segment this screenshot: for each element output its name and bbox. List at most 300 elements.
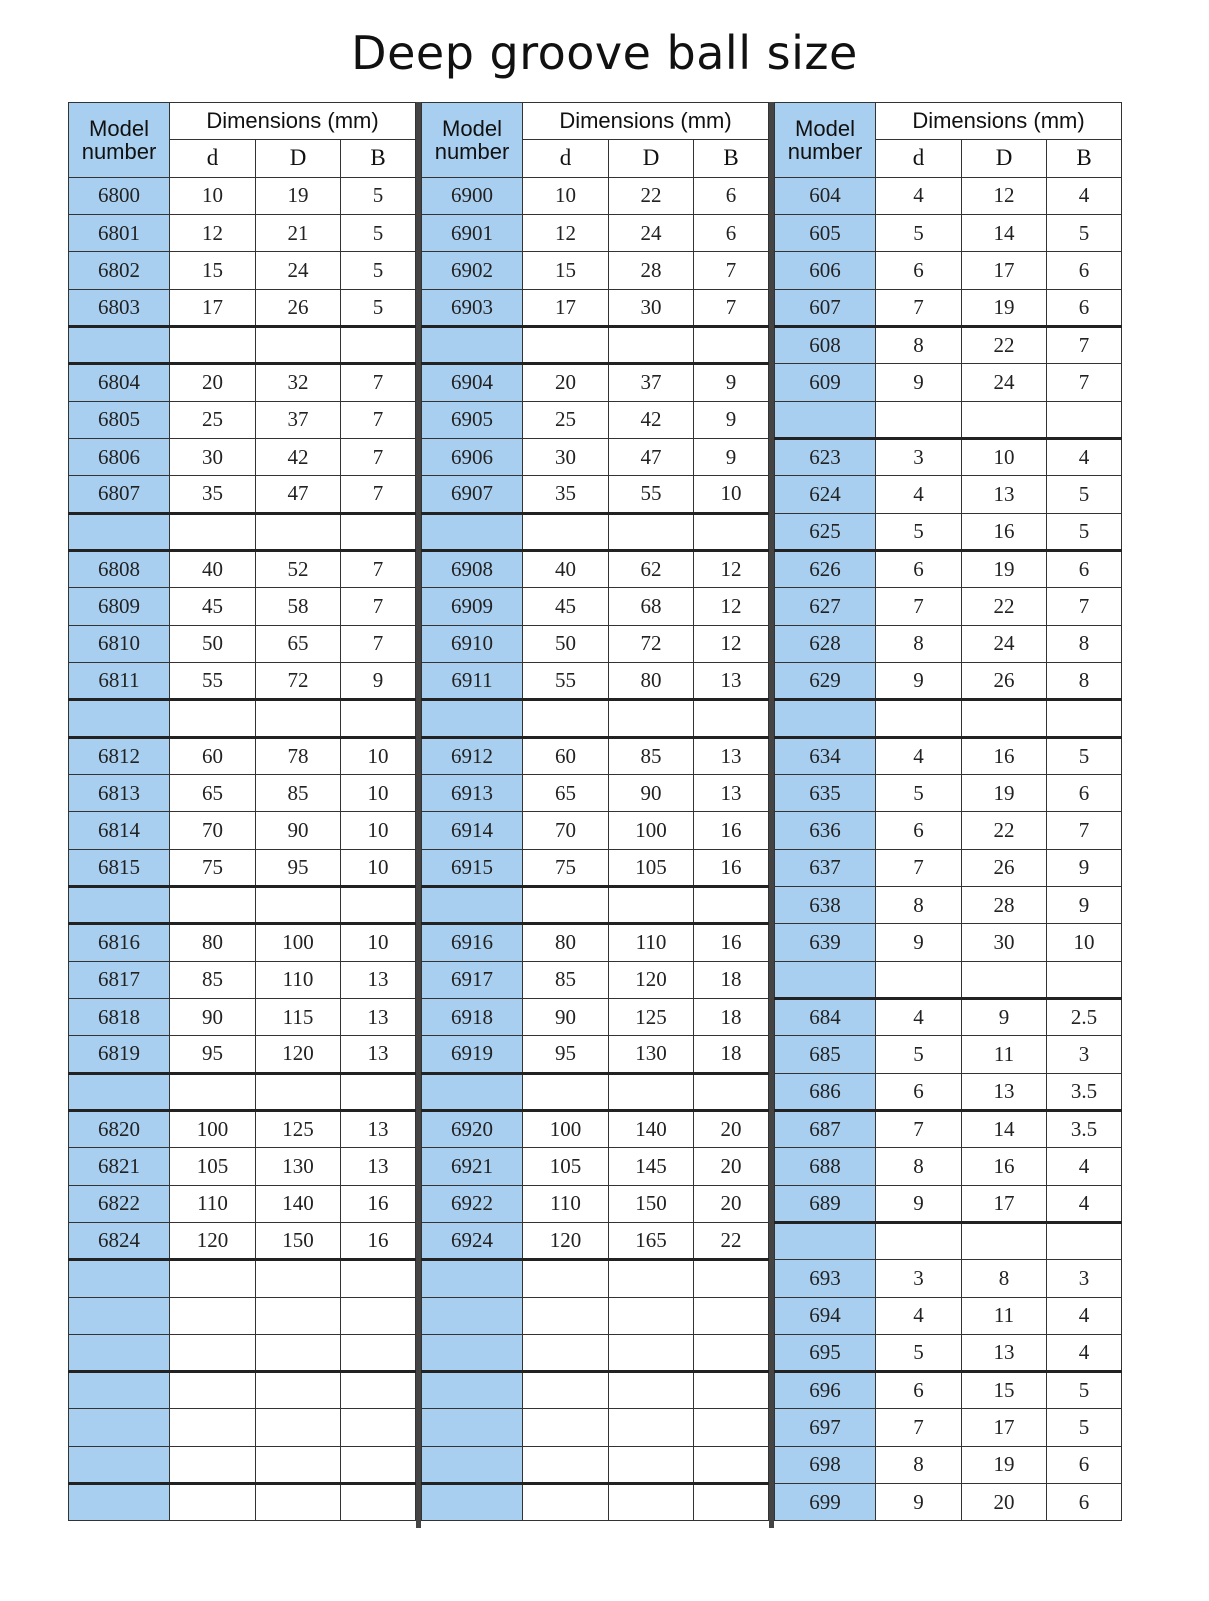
table-row: [775, 177, 1122, 214]
model-number-cell: 639: [775, 924, 876, 961]
D-value-cell: [256, 1260, 341, 1297]
dimension-subheader-D: D: [256, 140, 341, 177]
model-number-cell: 6920: [422, 1110, 523, 1147]
B-value-cell: 20: [694, 1148, 769, 1185]
model-number-cell: 636: [775, 812, 876, 849]
model-number-cell: 6805: [69, 401, 170, 438]
model-number-cell: [69, 1372, 170, 1409]
d-value-cell: 80: [523, 924, 609, 961]
d-value-cell: 65: [170, 774, 256, 811]
B-value-cell: 16: [694, 812, 769, 849]
table-row: [69, 289, 416, 326]
d-value-cell: [876, 961, 962, 998]
table-row: [422, 924, 769, 961]
B-value-cell: 3.5: [1047, 1073, 1122, 1110]
B-value-cell: 22: [694, 1222, 769, 1259]
model-number-cell: [775, 1222, 876, 1259]
model-number-header: Model number: [422, 103, 523, 178]
D-value-cell: 28: [962, 886, 1047, 923]
table-row: [775, 924, 1122, 961]
D-value-cell: [962, 401, 1047, 438]
model-number-header: Model number: [775, 103, 876, 178]
D-value-cell: 85: [609, 737, 694, 774]
D-value-cell: 58: [256, 588, 341, 625]
B-value-cell: 10: [341, 812, 416, 849]
model-number-cell: 6910: [422, 625, 523, 662]
model-number-cell: 6916: [422, 924, 523, 961]
table-row: [775, 961, 1122, 998]
model-number-cell: 6904: [422, 364, 523, 401]
d-value-cell: 6: [876, 550, 962, 587]
table-row: [69, 1297, 416, 1334]
table-row: [422, 401, 769, 438]
model-number-cell: 6820: [69, 1110, 170, 1147]
D-value-cell: 14: [962, 1110, 1047, 1147]
model-number-cell: 6915: [422, 849, 523, 886]
model-number-cell: [775, 961, 876, 998]
model-number-cell: 6804: [69, 364, 170, 401]
d-value-cell: 6: [876, 1073, 962, 1110]
model-number-cell: 606: [775, 252, 876, 289]
d-value-cell: 7: [876, 1409, 962, 1446]
D-value-cell: 21: [256, 214, 341, 251]
D-value-cell: 24: [962, 364, 1047, 401]
B-value-cell: 7: [694, 289, 769, 326]
B-value-cell: 4: [1047, 1148, 1122, 1185]
model-number-cell: 6806: [69, 438, 170, 475]
model-number-cell: 628: [775, 625, 876, 662]
B-value-cell: 6: [694, 214, 769, 251]
d-value-cell: 90: [523, 998, 609, 1035]
D-value-cell: [256, 1372, 341, 1409]
D-value-cell: [609, 886, 694, 923]
table-row: [69, 513, 416, 550]
d-value-cell: 5: [876, 1036, 962, 1073]
table-row: [69, 214, 416, 251]
B-value-cell: 8: [1047, 662, 1122, 699]
model-number-cell: [69, 1297, 170, 1334]
d-value-cell: 9: [876, 924, 962, 961]
model-number-cell: [69, 1073, 170, 1110]
table-row: [775, 364, 1122, 401]
B-value-cell: 6: [1047, 550, 1122, 587]
d-value-cell: 45: [170, 588, 256, 625]
B-value-cell: 12: [694, 550, 769, 587]
model-number-cell: [422, 886, 523, 923]
table-row: [422, 849, 769, 886]
table-row: [775, 1409, 1122, 1446]
d-value-cell: [523, 1372, 609, 1409]
B-value-cell: 5: [341, 177, 416, 214]
D-value-cell: [256, 1409, 341, 1446]
B-value-cell: [341, 1446, 416, 1483]
D-value-cell: 72: [256, 662, 341, 699]
D-value-cell: 110: [609, 924, 694, 961]
B-value-cell: [341, 1372, 416, 1409]
d-value-cell: 30: [170, 438, 256, 475]
table-row: [422, 289, 769, 326]
model-number-cell: [422, 1372, 523, 1409]
dimensions-header: Dimensions (mm): [523, 103, 769, 140]
d-value-cell: [876, 700, 962, 737]
table-row: [775, 812, 1122, 849]
d-value-cell: 85: [523, 961, 609, 998]
model-number-cell: [69, 1334, 170, 1371]
table-row: [775, 886, 1122, 923]
d-value-cell: 110: [170, 1185, 256, 1222]
d-value-cell: 25: [170, 401, 256, 438]
D-value-cell: 42: [256, 438, 341, 475]
table-row: [775, 289, 1122, 326]
d-value-cell: 100: [523, 1110, 609, 1147]
model-number-cell: 634: [775, 737, 876, 774]
table-row: [69, 1222, 416, 1259]
size-table-600-series: [774, 102, 1122, 1521]
D-value-cell: 16: [962, 1148, 1047, 1185]
model-number-cell: 695: [775, 1334, 876, 1371]
model-number-cell: 699: [775, 1484, 876, 1521]
B-value-cell: [694, 700, 769, 737]
table-row: [422, 737, 769, 774]
d-value-cell: 120: [523, 1222, 609, 1259]
d-value-cell: [170, 1334, 256, 1371]
d-value-cell: [523, 1446, 609, 1483]
d-value-cell: [170, 1409, 256, 1446]
d-value-cell: 9: [876, 364, 962, 401]
d-value-cell: 7: [876, 588, 962, 625]
d-value-cell: 65: [523, 774, 609, 811]
model-number-cell: 6812: [69, 737, 170, 774]
model-number-cell: 6817: [69, 961, 170, 998]
table-row: [69, 1148, 416, 1185]
D-value-cell: 9: [962, 998, 1047, 1035]
d-value-cell: 105: [523, 1148, 609, 1185]
B-value-cell: [341, 700, 416, 737]
dimension-subheader-D: D: [609, 140, 694, 177]
B-value-cell: 10: [694, 476, 769, 513]
table-row: [775, 625, 1122, 662]
B-value-cell: 10: [341, 737, 416, 774]
D-value-cell: [609, 1372, 694, 1409]
table-row: [775, 998, 1122, 1035]
D-value-cell: [609, 513, 694, 550]
D-value-cell: [609, 1073, 694, 1110]
d-value-cell: [170, 886, 256, 923]
B-value-cell: 5: [1047, 214, 1122, 251]
table-row: [69, 961, 416, 998]
D-value-cell: 24: [962, 625, 1047, 662]
D-value-cell: [256, 513, 341, 550]
table-row: [69, 1073, 416, 1110]
table-row: [775, 588, 1122, 625]
table-row: [69, 849, 416, 886]
D-value-cell: 24: [256, 252, 341, 289]
model-number-cell: 627: [775, 588, 876, 625]
D-value-cell: 22: [962, 812, 1047, 849]
table-row: [69, 625, 416, 662]
D-value-cell: 8: [962, 1260, 1047, 1297]
table-row: [422, 1260, 769, 1297]
table-row: [422, 961, 769, 998]
D-value-cell: [609, 1260, 694, 1297]
model-number-cell: 6903: [422, 289, 523, 326]
d-value-cell: 8: [876, 1148, 962, 1185]
B-value-cell: [341, 513, 416, 550]
d-value-cell: 40: [170, 550, 256, 587]
bearing-size-table: [774, 102, 1122, 1521]
d-value-cell: 6: [876, 252, 962, 289]
dimension-subheader-d: d: [170, 140, 256, 177]
d-value-cell: 9: [876, 1484, 962, 1521]
B-value-cell: 3: [1047, 1260, 1122, 1297]
table-row: [775, 737, 1122, 774]
table-row: [69, 737, 416, 774]
dimension-subheader-d: d: [523, 140, 609, 177]
B-value-cell: 13: [341, 961, 416, 998]
D-value-cell: [256, 1484, 341, 1521]
d-value-cell: 50: [170, 625, 256, 662]
model-number-cell: 6803: [69, 289, 170, 326]
table-row: [422, 998, 769, 1035]
table-row: [422, 177, 769, 214]
d-value-cell: 55: [523, 662, 609, 699]
D-value-cell: 145: [609, 1148, 694, 1185]
B-value-cell: 5: [1047, 1409, 1122, 1446]
B-value-cell: [341, 1484, 416, 1521]
model-number-cell: 6912: [422, 737, 523, 774]
model-number-cell: 6818: [69, 998, 170, 1035]
table-row: [422, 1148, 769, 1185]
model-number-cell: 6918: [422, 998, 523, 1035]
d-value-cell: 15: [523, 252, 609, 289]
d-value-cell: 6: [876, 812, 962, 849]
model-number-cell: [422, 513, 523, 550]
d-value-cell: 75: [523, 849, 609, 886]
D-value-cell: 10: [962, 438, 1047, 475]
B-value-cell: [694, 1484, 769, 1521]
model-number-cell: [69, 1484, 170, 1521]
B-value-cell: [694, 1372, 769, 1409]
D-value-cell: 120: [609, 961, 694, 998]
B-value-cell: 6: [1047, 774, 1122, 811]
B-value-cell: 16: [341, 1222, 416, 1259]
table-row: [422, 625, 769, 662]
d-value-cell: 8: [876, 886, 962, 923]
B-value-cell: 6: [1047, 252, 1122, 289]
D-value-cell: [256, 886, 341, 923]
D-value-cell: 37: [609, 364, 694, 401]
B-value-cell: 7: [694, 252, 769, 289]
model-number-cell: 6819: [69, 1036, 170, 1073]
D-value-cell: [256, 326, 341, 363]
B-value-cell: [694, 1334, 769, 1371]
B-value-cell: 18: [694, 1036, 769, 1073]
B-value-cell: 7: [1047, 588, 1122, 625]
model-number-cell: [422, 700, 523, 737]
B-value-cell: 2.5: [1047, 998, 1122, 1035]
B-value-cell: [1047, 700, 1122, 737]
d-value-cell: 100: [170, 1110, 256, 1147]
size-table-6800-series: [68, 102, 416, 1521]
B-value-cell: [694, 1297, 769, 1334]
D-value-cell: 26: [962, 662, 1047, 699]
D-value-cell: [256, 1446, 341, 1483]
table-row: [69, 588, 416, 625]
table-row: [422, 550, 769, 587]
B-value-cell: 7: [341, 476, 416, 513]
d-value-cell: 8: [876, 1446, 962, 1483]
d-value-cell: 8: [876, 625, 962, 662]
B-value-cell: [341, 1073, 416, 1110]
D-value-cell: 16: [962, 513, 1047, 550]
size-table-6900-series: [421, 102, 769, 1521]
D-value-cell: 47: [256, 476, 341, 513]
model-number-cell: 696: [775, 1372, 876, 1409]
model-number-cell: 6811: [69, 662, 170, 699]
B-value-cell: 20: [694, 1110, 769, 1147]
model-number-cell: 6922: [422, 1185, 523, 1222]
B-value-cell: [341, 886, 416, 923]
table-row: [775, 1260, 1122, 1297]
model-number-cell: 687: [775, 1110, 876, 1147]
D-value-cell: 19: [962, 774, 1047, 811]
model-number-cell: 635: [775, 774, 876, 811]
model-number-cell: 608: [775, 326, 876, 363]
D-value-cell: 14: [962, 214, 1047, 251]
table-row: [422, 662, 769, 699]
model-number-cell: 6813: [69, 774, 170, 811]
table-row: [422, 812, 769, 849]
B-value-cell: 5: [1047, 1372, 1122, 1409]
D-value-cell: 90: [609, 774, 694, 811]
table-row: [422, 1334, 769, 1371]
model-number-cell: [69, 1409, 170, 1446]
D-value-cell: 125: [256, 1110, 341, 1147]
d-value-cell: [523, 1334, 609, 1371]
table-row: [422, 1185, 769, 1222]
D-value-cell: 17: [962, 252, 1047, 289]
B-value-cell: 4: [1047, 438, 1122, 475]
d-value-cell: 90: [170, 998, 256, 1035]
B-value-cell: [694, 1409, 769, 1446]
table-row: [69, 812, 416, 849]
B-value-cell: 16: [341, 1185, 416, 1222]
model-number-cell: 693: [775, 1260, 876, 1297]
d-value-cell: [170, 1297, 256, 1334]
d-value-cell: 4: [876, 1297, 962, 1334]
model-number-header: Model number: [69, 103, 170, 178]
table-row: [775, 401, 1122, 438]
d-value-cell: [170, 1446, 256, 1483]
d-value-cell: [170, 1073, 256, 1110]
model-number-cell: 6807: [69, 476, 170, 513]
D-value-cell: 17: [962, 1409, 1047, 1446]
d-value-cell: [170, 513, 256, 550]
model-number-cell: 684: [775, 998, 876, 1035]
D-value-cell: 140: [609, 1110, 694, 1147]
B-value-cell: 7: [1047, 812, 1122, 849]
B-value-cell: 6: [694, 177, 769, 214]
table-row: [422, 1446, 769, 1483]
d-value-cell: 9: [876, 1185, 962, 1222]
B-value-cell: 13: [694, 662, 769, 699]
d-value-cell: [523, 1484, 609, 1521]
d-value-cell: 45: [523, 588, 609, 625]
B-value-cell: 16: [694, 849, 769, 886]
model-number-cell: 624: [775, 476, 876, 513]
D-value-cell: [609, 1297, 694, 1334]
d-value-cell: 10: [523, 177, 609, 214]
d-value-cell: 95: [523, 1036, 609, 1073]
B-value-cell: 7: [341, 364, 416, 401]
model-number-cell: 6924: [422, 1222, 523, 1259]
d-value-cell: [523, 700, 609, 737]
d-value-cell: 12: [523, 214, 609, 251]
d-value-cell: 15: [170, 252, 256, 289]
table-row: [69, 438, 416, 475]
d-value-cell: 110: [523, 1185, 609, 1222]
d-value-cell: 5: [876, 774, 962, 811]
B-value-cell: 9: [694, 364, 769, 401]
model-number-cell: [422, 1297, 523, 1334]
D-value-cell: 110: [256, 961, 341, 998]
model-number-cell: [69, 513, 170, 550]
model-number-cell: 6921: [422, 1148, 523, 1185]
table-row: [422, 1484, 769, 1521]
table-row: [69, 252, 416, 289]
table-row: [775, 700, 1122, 737]
D-value-cell: 28: [609, 252, 694, 289]
table-row: [422, 886, 769, 923]
B-value-cell: 3: [1047, 1036, 1122, 1073]
D-value-cell: 19: [962, 1446, 1047, 1483]
B-value-cell: 6: [1047, 289, 1122, 326]
D-value-cell: 37: [256, 401, 341, 438]
model-number-cell: [69, 326, 170, 363]
D-value-cell: 105: [609, 849, 694, 886]
D-value-cell: [609, 326, 694, 363]
model-number-cell: [775, 401, 876, 438]
d-value-cell: 6: [876, 1372, 962, 1409]
model-number-cell: 6808: [69, 550, 170, 587]
table-row: [775, 550, 1122, 587]
table-row: [69, 1260, 416, 1297]
table-row: [775, 252, 1122, 289]
model-number-cell: 6810: [69, 625, 170, 662]
B-value-cell: 3.5: [1047, 1110, 1122, 1147]
D-value-cell: [256, 1334, 341, 1371]
table-row: [422, 1222, 769, 1259]
table-row: [69, 662, 416, 699]
B-value-cell: 5: [341, 214, 416, 251]
model-number-cell: [69, 886, 170, 923]
B-value-cell: [341, 1260, 416, 1297]
model-number-cell: 6909: [422, 588, 523, 625]
D-value-cell: 78: [256, 737, 341, 774]
B-value-cell: 10: [1047, 924, 1122, 961]
model-number-cell: 686: [775, 1073, 876, 1110]
D-value-cell: 62: [609, 550, 694, 587]
model-number-cell: 685: [775, 1036, 876, 1073]
D-value-cell: 13: [962, 1334, 1047, 1371]
model-number-cell: [422, 1484, 523, 1521]
B-value-cell: 5: [1047, 476, 1122, 513]
d-value-cell: [170, 326, 256, 363]
d-value-cell: [523, 326, 609, 363]
d-value-cell: 20: [523, 364, 609, 401]
D-value-cell: 130: [256, 1148, 341, 1185]
d-value-cell: 4: [876, 998, 962, 1035]
